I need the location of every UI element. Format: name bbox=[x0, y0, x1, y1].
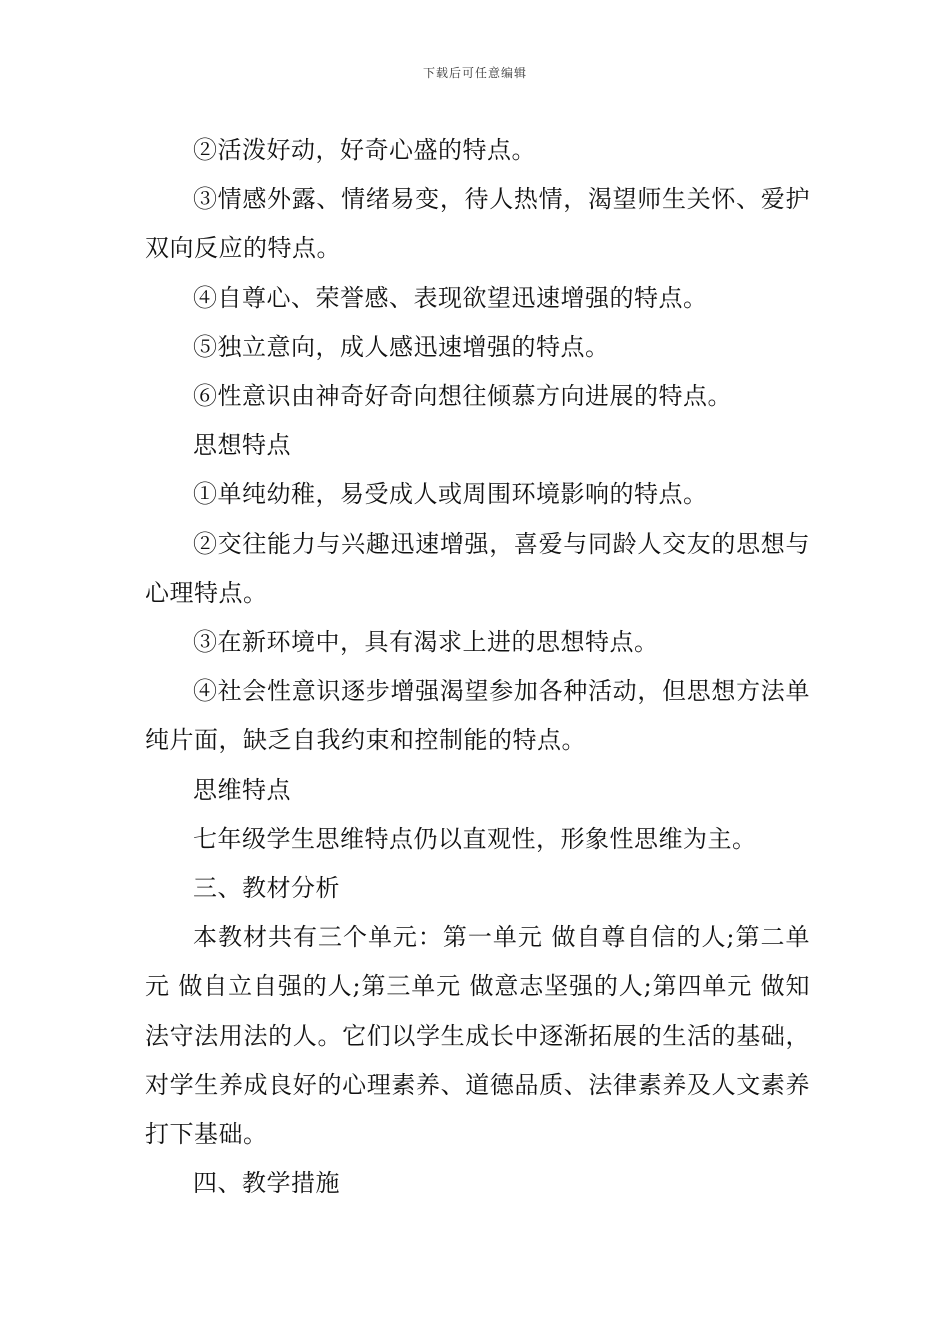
paragraph: 七年级学生思维特点仍以直观性，形象性思维为主。 bbox=[193, 824, 757, 853]
paragraph: ③在新环境中，具有渴求上进的思想特点。 bbox=[193, 628, 659, 657]
paragraph: ①单纯幼稚，易受成人或周围环境影响的特点。 bbox=[193, 480, 708, 509]
paragraph: ④社会性意识逐步增强渴望参加各种活动，但思想方法单纯片面，缺乏自我约束和控制能的特点。 bbox=[145, 677, 810, 755]
section-heading: 三、教材分析 bbox=[193, 874, 340, 903]
paragraph: ②交往能力与兴趣迅速增强，喜爱与同龄人交友的思想与心理特点。 bbox=[145, 529, 810, 607]
section-heading: 思维特点 bbox=[193, 775, 291, 804]
paragraph: 本教材共有三个单元：第一单元 做自尊自信的人;第二单元 做自立自强的人;第三单元 做意志坚强的人;第四单元 做知法守法用法的人。它们以学生成长中逐渐拓展的生活的基础，对学生养成良好的心理素养、道德品质、法律素养及人文素养打下基础。 bbox=[145, 923, 810, 1149]
paragraph: ②活泼好动，好奇心盛的特点。 bbox=[193, 136, 536, 164]
section-heading: 思想特点 bbox=[193, 431, 291, 460]
paragraph: ⑥性意识由神奇好奇向想往倾慕方向进展的特点。 bbox=[193, 382, 732, 411]
paragraph: ③情感外露、情绪易变，待人热情，渴望师生关怀、爱护双向反应的特点。 bbox=[145, 185, 810, 263]
section-heading: 四、教学措施 bbox=[193, 1169, 340, 1198]
paragraph: ④自尊心、荣誉感、表现欲望迅速增强的特点。 bbox=[193, 283, 708, 312]
page-header: 下载后可任意编辑 bbox=[422, 66, 527, 80]
document-body bbox=[145, 126, 810, 1208]
paragraph: ⑤独立意向，成人感迅速增强的特点。 bbox=[193, 332, 610, 361]
